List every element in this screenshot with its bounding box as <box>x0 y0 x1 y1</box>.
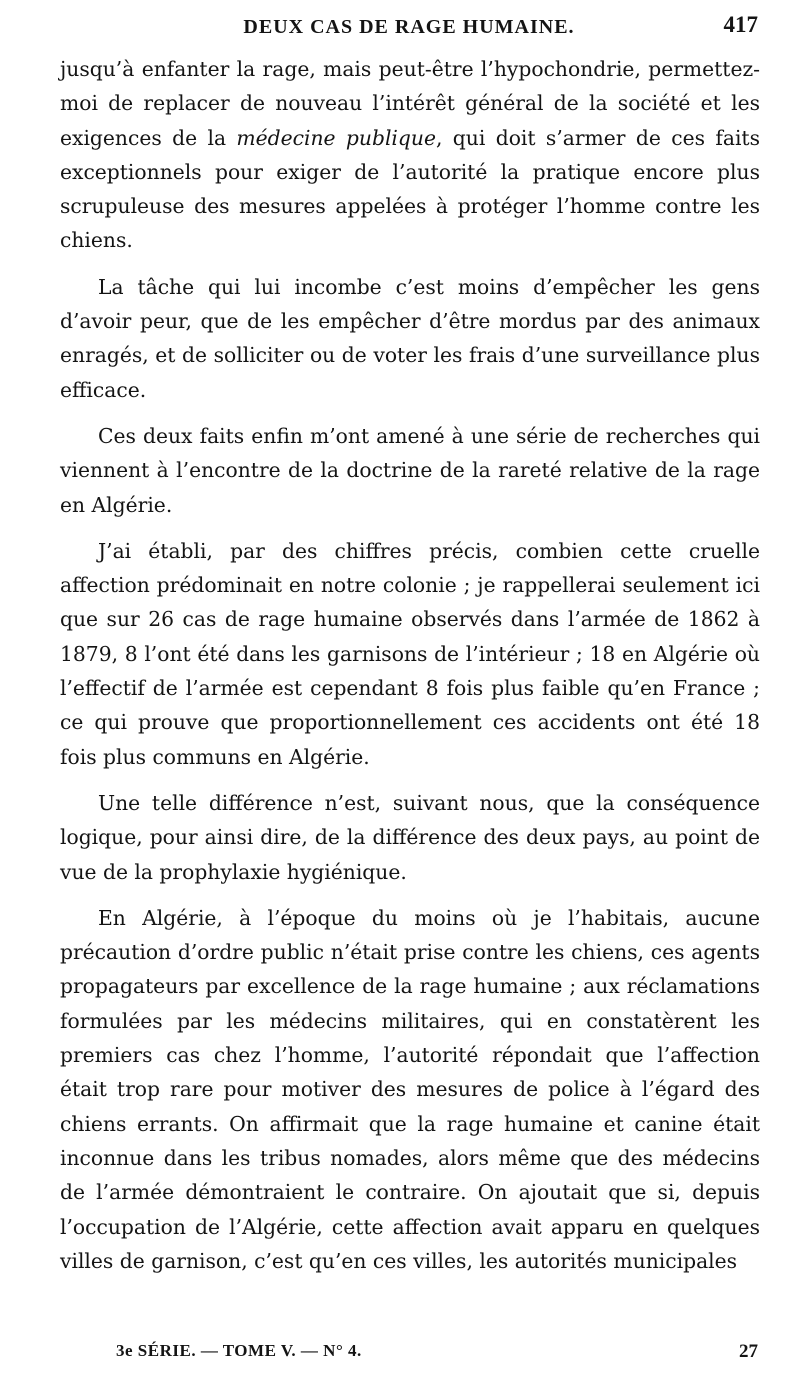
paragraph: En Algérie, à l’époque du moins où je l’habitais, aucune précaution d’ordre public n’était prise contre les chiens, ces agents propagateurs par excellence de la rage humaine ; aux réclamations formulées par les médecins militaires, qui en constatèrent les premiers cas chez l’homme, l’autorité répondait que l’affection était trop rare pour motiver des mesures de police à l’égard des chiens errants. On affirmait que la rage humaine et canine était inconnue dans les tribus nomades, alors même que des médecins de l’armée démontraient le contraire. On ajoutait que si, depuis l’occupation de l’Algérie, cette affection avait apparu en quelques villes de garnison, c’est qu’en ces villes, les autorités municipales <box>60 905 760 1273</box>
running-title: DEUX CAS DE RAGE HUMAINE. <box>243 16 575 38</box>
series-volume-issue: 3e SÉRIE. — TOME V. — N° 4. <box>116 1341 362 1360</box>
signature-mark: 27 <box>739 1341 758 1362</box>
page-footer <box>60 1341 758 1367</box>
body-text <box>60 52 760 1290</box>
paragraph: La tâche qui lui incombe c’est moins d’empêcher les gens d’avoir peur, que de les empêcher d’être mordus par des animaux enragés, et de solliciter ou de voter les frais d’une surveillance plus efficace. <box>60 274 760 402</box>
emphasis-medecine-publique: médecine publique <box>236 125 436 150</box>
page-number: 417 <box>723 12 758 37</box>
page-header <box>60 10 758 44</box>
paragraph: Ces deux faits enfin m’ont amené à une série de recherches qui viennent à l’encontre de la doctrine de la rareté relative de la rage en Algérie. <box>60 423 760 517</box>
paragraph: Une telle différence n’est, suivant nous, que la conséquence logique, pour ainsi dire, de la différence des deux pays, au point de vue de la prophylaxie hygiénique. <box>60 790 760 884</box>
paragraph: J’ai établi, par des chiffres précis, combien cette cruelle affection prédominait en notre colonie ; je rappellerai seulement ici que sur 26 cas de rage humaine observés dans l’armée de 1862 à 1879, 8 l’ont été dans les garnisons de l’intérieur ; 18 en Algérie où l’effectif de l’armée est cependant 8 fois plus faible qu’en France ; ce qui prouve que proportionnellement ces accidents ont été 18 fois plus communs en Algérie. <box>60 538 760 769</box>
paragraph-continuation <box>60 52 760 258</box>
paragraph-text: jusqu’à enfanter la rage, mais peut-être l’hypochondrie, permettez-moi de replacer de nouveau l’intérêt général de la société et les exigences de la <box>60 57 760 150</box>
paragraph-text: , qui doit s’armer de ces faits exceptionnels pour exiger de l’autorité la pratique encore plus scrupuleuse des mesures appelées à protéger l’homme contre les chiens. <box>60 125 760 253</box>
